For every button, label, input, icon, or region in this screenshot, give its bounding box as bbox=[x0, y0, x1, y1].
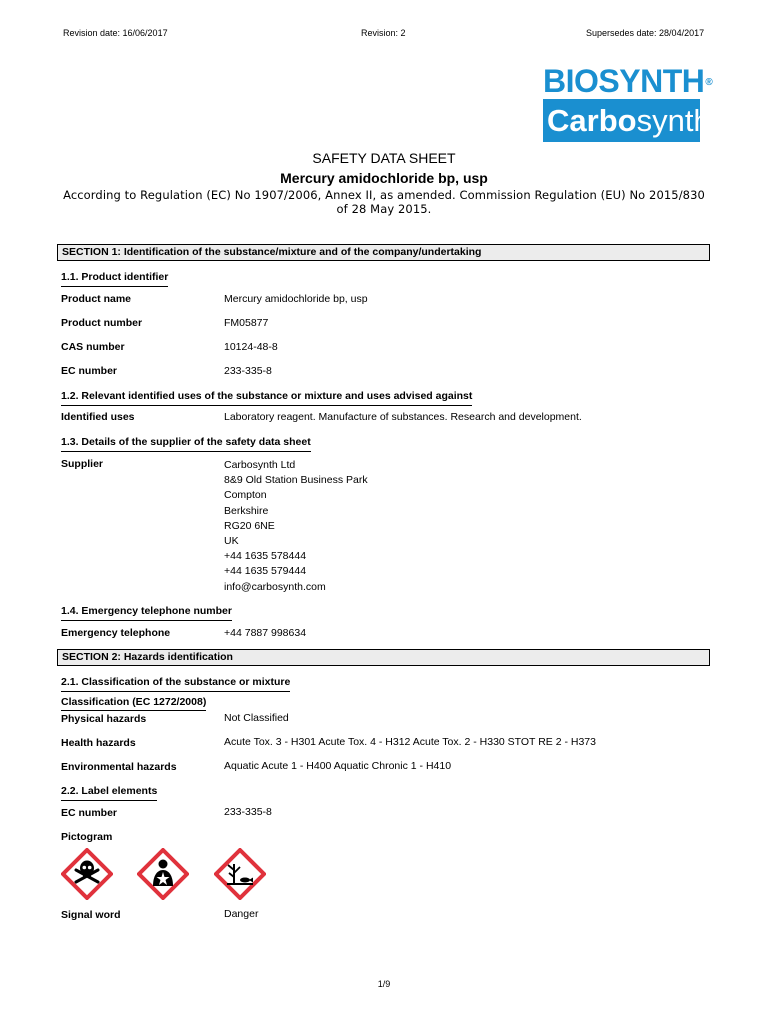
document-title: SAFETY DATA SHEET bbox=[312, 150, 456, 166]
section2-heading: SECTION 2: Hazards identification bbox=[57, 649, 710, 666]
supplier-line: Berkshire bbox=[224, 504, 269, 517]
subsection-2-1: 2.1. Classification of the substance or mixture bbox=[61, 676, 290, 692]
ec-number-label: EC number bbox=[61, 365, 118, 377]
environmental-hazards-value: Aquatic Acute 1 - H400 Aquatic Chronic 1 - H410 bbox=[224, 760, 452, 772]
identified-uses-label: Identified uses bbox=[61, 411, 135, 423]
physical-hazards-value: Not Classified bbox=[224, 712, 289, 724]
subsection-1-3: 1.3. Details of the supplier of the safety data sheet bbox=[61, 436, 311, 452]
cas-number-label: CAS number bbox=[61, 341, 125, 353]
supplier-line: UK bbox=[224, 534, 239, 547]
ec-number-label-2: EC number bbox=[61, 807, 118, 819]
supplier-email: info@carbosynth.com bbox=[224, 580, 326, 593]
subsection-1-4: 1.4. Emergency telephone number bbox=[61, 605, 232, 621]
ec-number-value-2: 233-335-8 bbox=[224, 806, 272, 818]
supplier-label: Supplier bbox=[61, 458, 104, 470]
emergency-telephone-label: Emergency telephone bbox=[61, 627, 171, 639]
product-number-value: FM05877 bbox=[224, 317, 269, 329]
supplier-line: RG20 6NE bbox=[224, 519, 275, 532]
supersedes-date: Supersedes date: 28/04/2017 bbox=[586, 28, 705, 38]
supplier-line: 8&9 Old Station Business Park bbox=[224, 474, 368, 487]
ec-number-value: 233-335-8 bbox=[224, 365, 272, 377]
logo-bold-text: Carbo bbox=[547, 103, 637, 138]
signal-word-label: Signal word bbox=[61, 909, 121, 921]
supplier-fax: +44 1635 579444 bbox=[224, 565, 307, 578]
subsection-1-2: 1.2. Relevant identified uses of the substance or mixture and uses advised against bbox=[61, 390, 472, 406]
supplier-line: Compton bbox=[224, 489, 267, 502]
regulation-line-2: of 28 May 2015. bbox=[336, 202, 432, 216]
health-hazard-icon bbox=[137, 848, 189, 900]
classification-heading: Classification (EC 1272/2008) bbox=[61, 696, 206, 711]
revision-number: Revision: 2 bbox=[361, 28, 406, 38]
supplier-line: Carbosynth Ltd bbox=[224, 459, 296, 471]
skull-crossbones-icon bbox=[61, 848, 113, 900]
regulation-line-1: According to Regulation (EC) No 1907/2006, Annex II, as amended. Commission Regulation (EU) No 2015/830 bbox=[63, 188, 705, 202]
pictogram-label: Pictogram bbox=[61, 831, 113, 843]
product-name-value: Mercury amidochloride bp, usp bbox=[224, 293, 368, 305]
subsection-2-2: 2.2. Label elements bbox=[61, 785, 157, 801]
product-name-label: Product name bbox=[61, 293, 132, 305]
subsection-1-1: 1.1. Product identifier bbox=[61, 271, 168, 287]
product-title: Mercury amidochloride bp, usp bbox=[280, 170, 488, 186]
environment-icon bbox=[214, 848, 266, 900]
registered-mark: ® bbox=[705, 77, 713, 88]
cas-number-value: 10124-48-8 bbox=[224, 341, 278, 353]
regulation-text bbox=[60, 188, 708, 216]
section1-heading: SECTION 1: Identification of the substance/mixture and of the company/undertaking bbox=[57, 244, 710, 261]
revision-date: Revision date: 16/06/2017 bbox=[63, 28, 168, 38]
signal-word-value: Danger bbox=[224, 908, 259, 920]
physical-hazards-label: Physical hazards bbox=[61, 713, 147, 725]
emergency-telephone-value: +44 7887 998634 bbox=[224, 627, 307, 639]
identified-uses-value: Laboratory reagent. Manufacture of substances. Research and development. bbox=[224, 411, 582, 423]
product-number-label: Product number bbox=[61, 317, 143, 329]
health-hazards-value: Acute Tox. 3 - H301 Acute Tox. 4 - H312 Acute Tox. 2 - H330 STOT RE 2 - H373 bbox=[224, 736, 596, 748]
biosynth-logo bbox=[543, 63, 713, 99]
carbosynth-logo bbox=[543, 99, 711, 142]
logo-text: BIOSYNTH bbox=[543, 63, 705, 99]
supplier-phone: +44 1635 578444 bbox=[224, 550, 307, 563]
logo-regular-text: synth bbox=[636, 103, 711, 138]
health-hazards-label: Health hazards bbox=[61, 737, 136, 749]
environmental-hazards-label: Environmental hazards bbox=[61, 761, 177, 773]
page-number: 1/9 bbox=[377, 979, 391, 989]
supplier-address bbox=[224, 458, 368, 595]
